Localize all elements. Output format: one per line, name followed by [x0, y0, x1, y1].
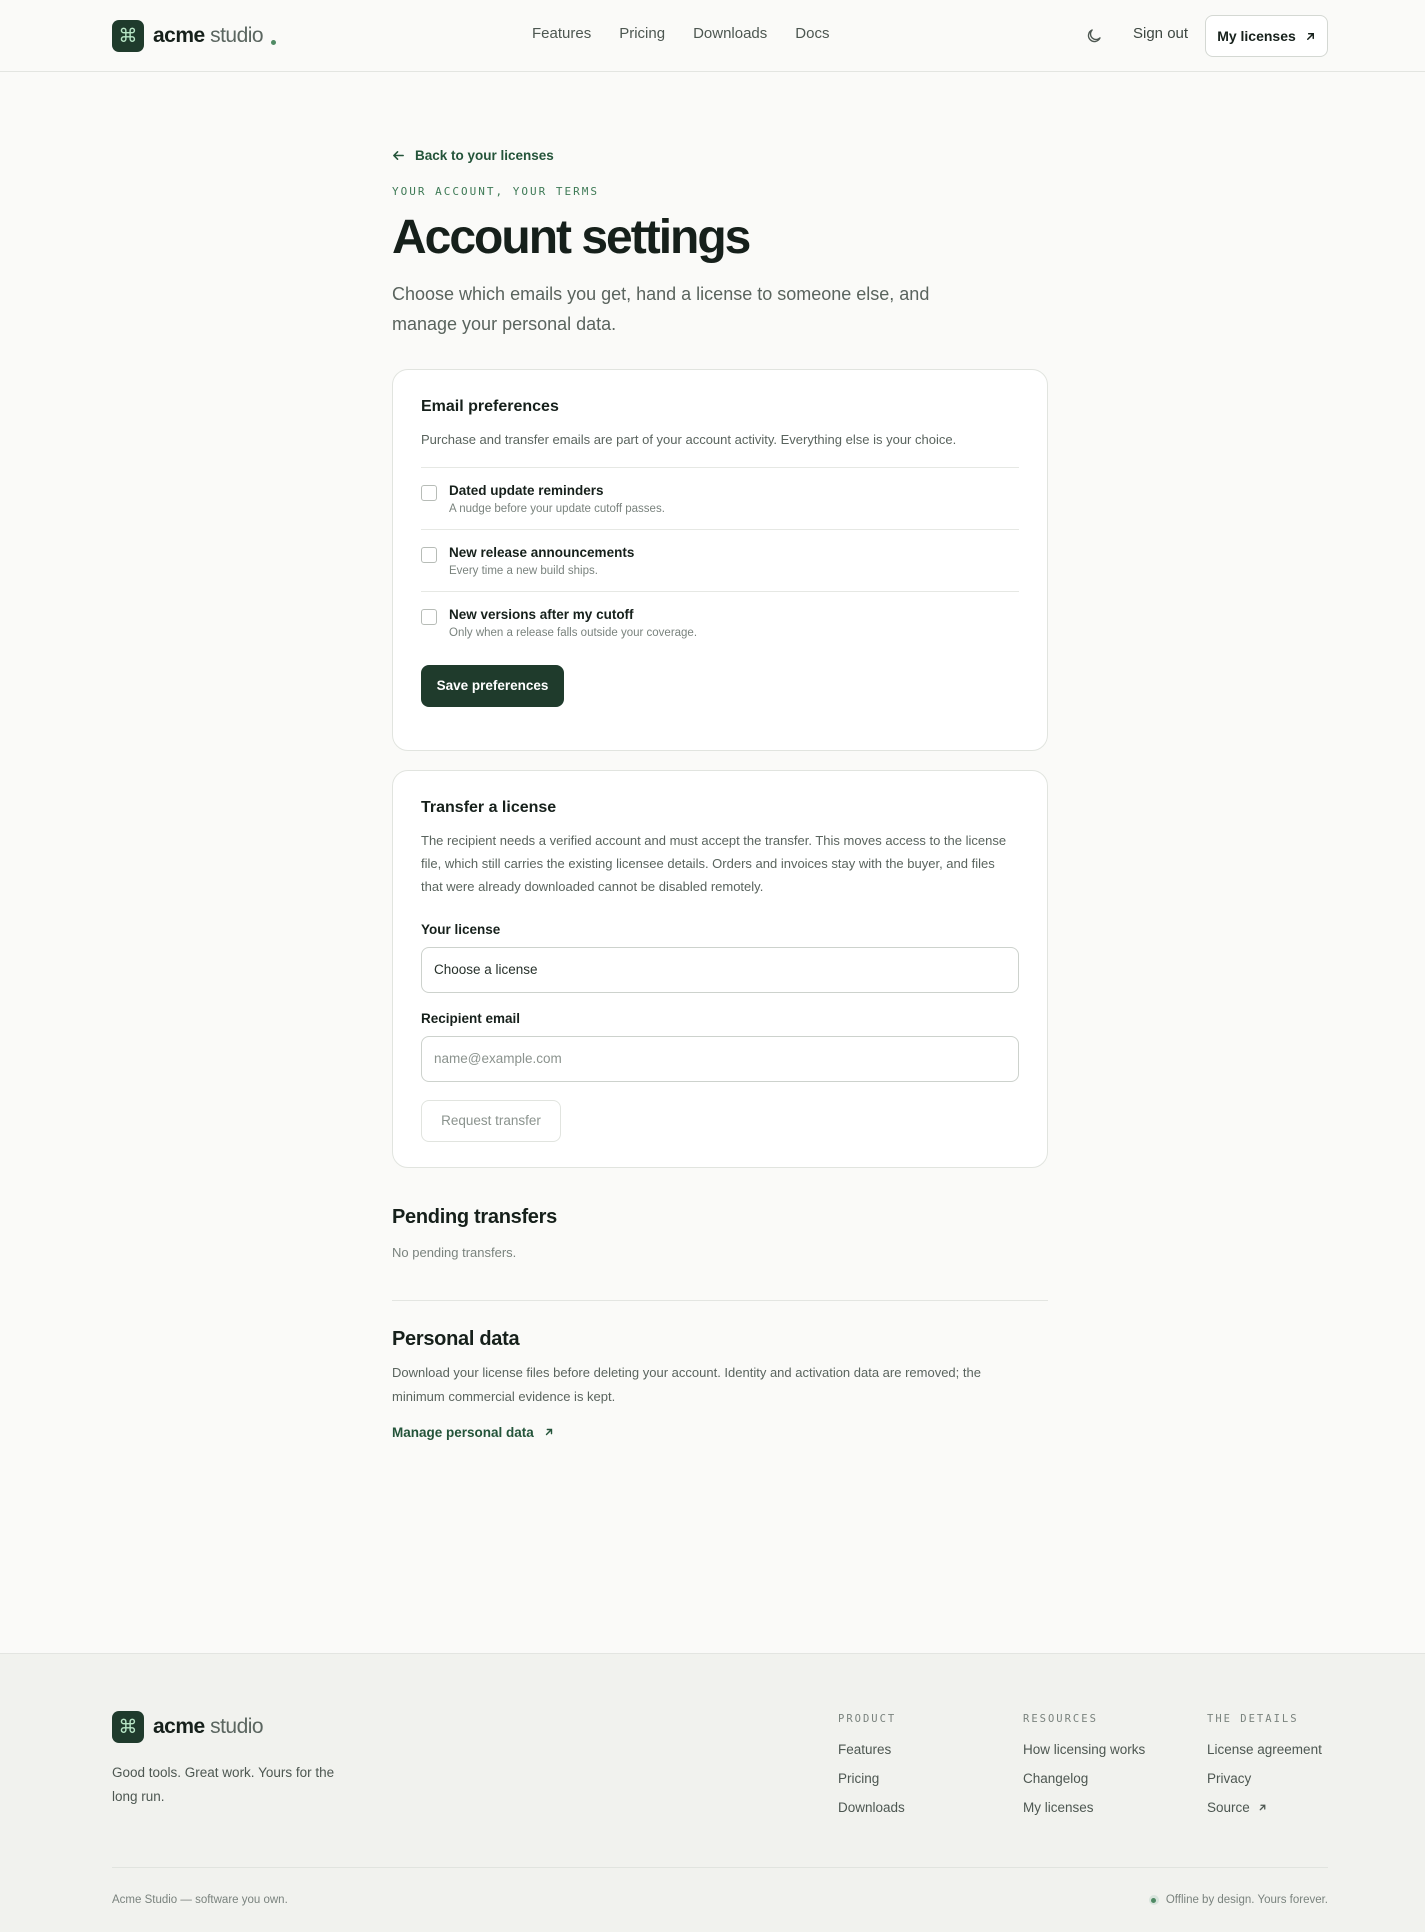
nav-pricing[interactable]: Pricing — [619, 25, 666, 42]
brand-dot — [271, 40, 276, 45]
footer-link-my-licenses[interactable]: My licenses — [1023, 1800, 1094, 1815]
pref-subtitle: A nudge before your update cutoff passes. — [449, 502, 665, 515]
eyebrow: YOUR ACCOUNT, YOUR TERMS — [392, 185, 599, 198]
command-icon: ⌘ — [112, 1711, 144, 1743]
arrow-up-right-icon — [544, 1427, 554, 1437]
arrow-up-right-icon — [1305, 31, 1316, 42]
footer-link-pricing[interactable]: Pricing — [838, 1771, 880, 1786]
manage-personal-data-link[interactable] — [392, 1425, 1048, 1440]
footer-column-heading: THE DETAILS — [1207, 1713, 1299, 1725]
footer-link-source-label: Source — [1207, 1800, 1250, 1815]
request-transfer-button[interactable]: Request transfer — [421, 1100, 561, 1142]
footer-tagline: Good tools. Great work. Yours for the long run. — [112, 1765, 335, 1804]
site-header — [0, 0, 1425, 72]
footer-column-product — [838, 1713, 905, 1815]
status-dot-icon — [1149, 1895, 1159, 1905]
moon-icon[interactable] — [1085, 27, 1103, 45]
email-preferences-title: Email preferences — [421, 397, 559, 415]
site-footer — [0, 1653, 1425, 1932]
transfer-license-card — [392, 770, 1048, 1168]
footer-link-downloads[interactable]: Downloads — [838, 1800, 905, 1815]
license-select[interactable]: Choose a license — [421, 947, 1019, 993]
page-title: Account settings — [392, 211, 750, 264]
arrow-up-right-icon — [1258, 1803, 1267, 1812]
main-nav — [532, 25, 829, 42]
footer-link-features[interactable]: Features — [838, 1742, 892, 1757]
footer-link-privacy[interactable]: Privacy — [1207, 1771, 1252, 1786]
checkbox[interactable] — [421, 609, 437, 625]
footer-status — [1149, 1894, 1328, 1906]
transfer-license-title: Transfer a license — [421, 798, 557, 816]
save-preferences-button[interactable]: Save preferences — [421, 665, 564, 707]
footer-column-resources — [1023, 1713, 1145, 1815]
footer-brand-logo[interactable] — [112, 1711, 263, 1743]
command-icon: ⌘ — [112, 20, 144, 52]
pref-subtitle: Every time a new build ships. — [449, 564, 598, 577]
arrow-left-icon — [392, 149, 405, 162]
page-lede: Choose which emails you get, hand a license to someone else, and manage your personal data. — [392, 283, 930, 334]
email-preferences-card — [392, 369, 1048, 751]
manage-personal-data-label: Manage personal data — [392, 1424, 534, 1440]
brand-light: studio — [210, 24, 264, 47]
footer-link-source[interactable] — [1207, 1800, 1322, 1815]
pending-transfers-title: Pending transfers — [392, 1205, 557, 1228]
personal-data-title: Personal data — [392, 1327, 520, 1350]
footer-link-how-licensing-works[interactable]: How licensing works — [1023, 1742, 1146, 1757]
footer-link-license-agreement[interactable]: License agreement — [1207, 1742, 1322, 1757]
pref-dated-update-reminders[interactable] — [421, 468, 1019, 530]
back-link-label: Back to your licenses — [415, 147, 554, 163]
sign-out-link[interactable]: Sign out — [1133, 25, 1189, 42]
personal-data-text: Download your license files before deleting your account. Identity and activation data are removed; the minimum commercial evidence is kept. — [392, 1364, 981, 1404]
footer-column-details — [1207, 1713, 1322, 1815]
pref-title: New versions after my cutoff — [449, 606, 634, 622]
pref-new-release-announcements[interactable] — [421, 530, 1019, 592]
license-field-label: Your license — [421, 921, 501, 937]
email-preferences-description: Purchase and transfer emails are part of your account activity. Everything else is your choice. — [421, 428, 1019, 468]
checkbox[interactable] — [421, 485, 437, 501]
footer-link-changelog[interactable]: Changelog — [1023, 1771, 1089, 1786]
my-licenses-label: My licenses — [1217, 28, 1296, 44]
main-content — [392, 140, 1048, 1440]
pending-transfers-empty: No pending transfers. — [392, 1244, 517, 1260]
footer-divider — [112, 1867, 1328, 1868]
transfer-license-description: The recipient needs a verified account and must accept the transfer. This moves access to the license file, which still carries the existing licensee details. Orders and invoices stay with the buyer, and files that were already downloaded cannot be disabled remotely. — [421, 832, 1007, 894]
recipient-email-input[interactable] — [421, 1036, 1019, 1082]
my-licenses-button[interactable] — [1205, 15, 1328, 57]
footer-column-heading: RESOURCES — [1023, 1713, 1098, 1725]
nav-downloads[interactable]: Downloads — [693, 25, 768, 42]
nav-docs[interactable]: Docs — [795, 25, 830, 42]
divider — [392, 1300, 1048, 1301]
footer-brand-name — [153, 1715, 263, 1739]
brand-bold: acme — [153, 1715, 205, 1738]
footer-copyright: Acme Studio — software you own. — [112, 1894, 288, 1906]
nav-features[interactable]: Features — [532, 25, 592, 42]
pref-title: New release announcements — [449, 544, 635, 560]
pref-subtitle: Only when a release falls outside your coverage. — [449, 626, 698, 639]
personal-data-section — [392, 1328, 1048, 1440]
brand-bold: acme — [153, 24, 205, 47]
recipient-email-label: Recipient email — [421, 1010, 521, 1026]
brand-light: studio — [210, 1715, 264, 1738]
brand-name — [153, 24, 263, 48]
checkbox[interactable] — [421, 547, 437, 563]
back-link[interactable] — [392, 140, 1048, 170]
footer-column-heading: PRODUCT — [838, 1713, 897, 1725]
footer-status-text: Offline by design. Yours forever. — [1165, 1894, 1328, 1906]
pref-title: Dated update reminders — [449, 482, 604, 498]
brand-logo[interactable] — [112, 20, 276, 52]
pending-transfers-section — [392, 1206, 1048, 1260]
pref-new-versions-after-cutoff[interactable] — [421, 592, 1019, 653]
